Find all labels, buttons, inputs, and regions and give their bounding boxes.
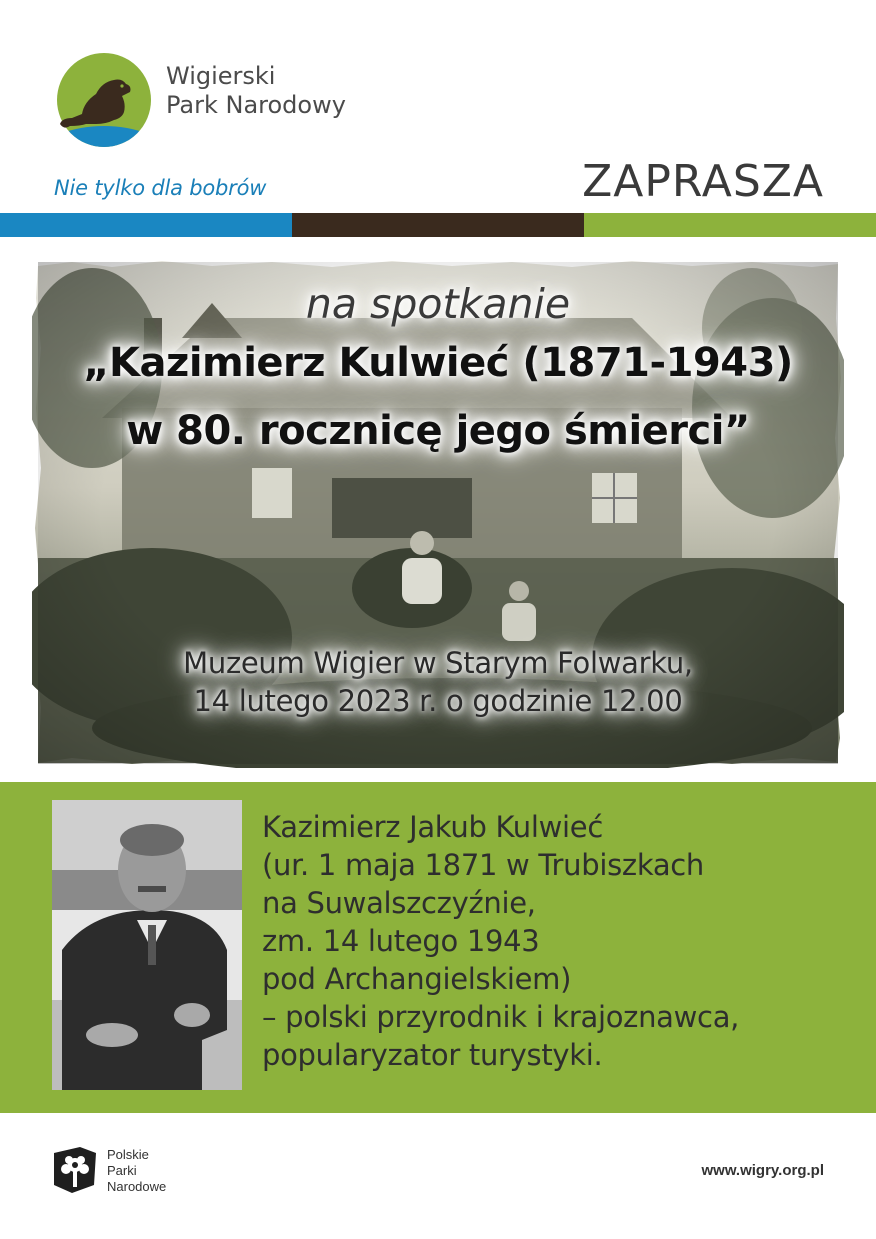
stripe-green <box>584 213 876 237</box>
stripe-blue <box>0 213 292 237</box>
event-venue: Muzeum Wigier w Starym Folwarku, <box>183 646 693 680</box>
portrait-photo <box>52 800 242 1090</box>
ppn-line3: Narodowe <box>107 1179 167 1194</box>
organization-name <box>166 62 346 120</box>
invites-heading: ZAPRASZA <box>582 156 824 207</box>
event-title-line2: w 80. rocznicę jego śmierci” <box>126 408 750 454</box>
org-name-line2: Park Narodowy <box>166 91 346 119</box>
bio-line: zm. 14 lutego 1943 <box>262 924 540 958</box>
bio-line: na Suwalszczyźnie, <box>262 886 536 920</box>
website-link[interactable]: www.wigry.org.pl <box>701 1162 824 1179</box>
bio-line: – polski przyrodnik i krajoznawca, <box>262 1000 740 1034</box>
bio-line: Kazimierz Jakub Kulwieć <box>262 810 603 844</box>
ppn-line2: Parki <box>107 1163 137 1178</box>
biography-text <box>262 808 852 1074</box>
beaver-logo-icon <box>56 52 152 148</box>
polish-parks-name <box>107 1147 166 1195</box>
stripe-brown <box>292 213 584 237</box>
bio-line: popularyzator turystyki. <box>262 1038 603 1072</box>
org-name-line1: Wigierski <box>166 62 276 90</box>
polish-parks-tree-icon <box>50 1145 100 1195</box>
event-title-line1: „Kazimierz Kulwieć (1871-1943) <box>83 340 793 386</box>
tagline: Nie tylko dla bobrów <box>54 176 267 200</box>
bio-line: pod Archangielskiem) <box>262 962 572 996</box>
event-intro: na spotkanie <box>305 280 571 328</box>
ppn-line1: Polskie <box>107 1147 149 1162</box>
bio-line: (ur. 1 maja 1871 w Trubiszkach <box>262 848 705 882</box>
event-datetime: 14 lutego 2023 r. o godzinie 12.00 <box>193 684 683 718</box>
